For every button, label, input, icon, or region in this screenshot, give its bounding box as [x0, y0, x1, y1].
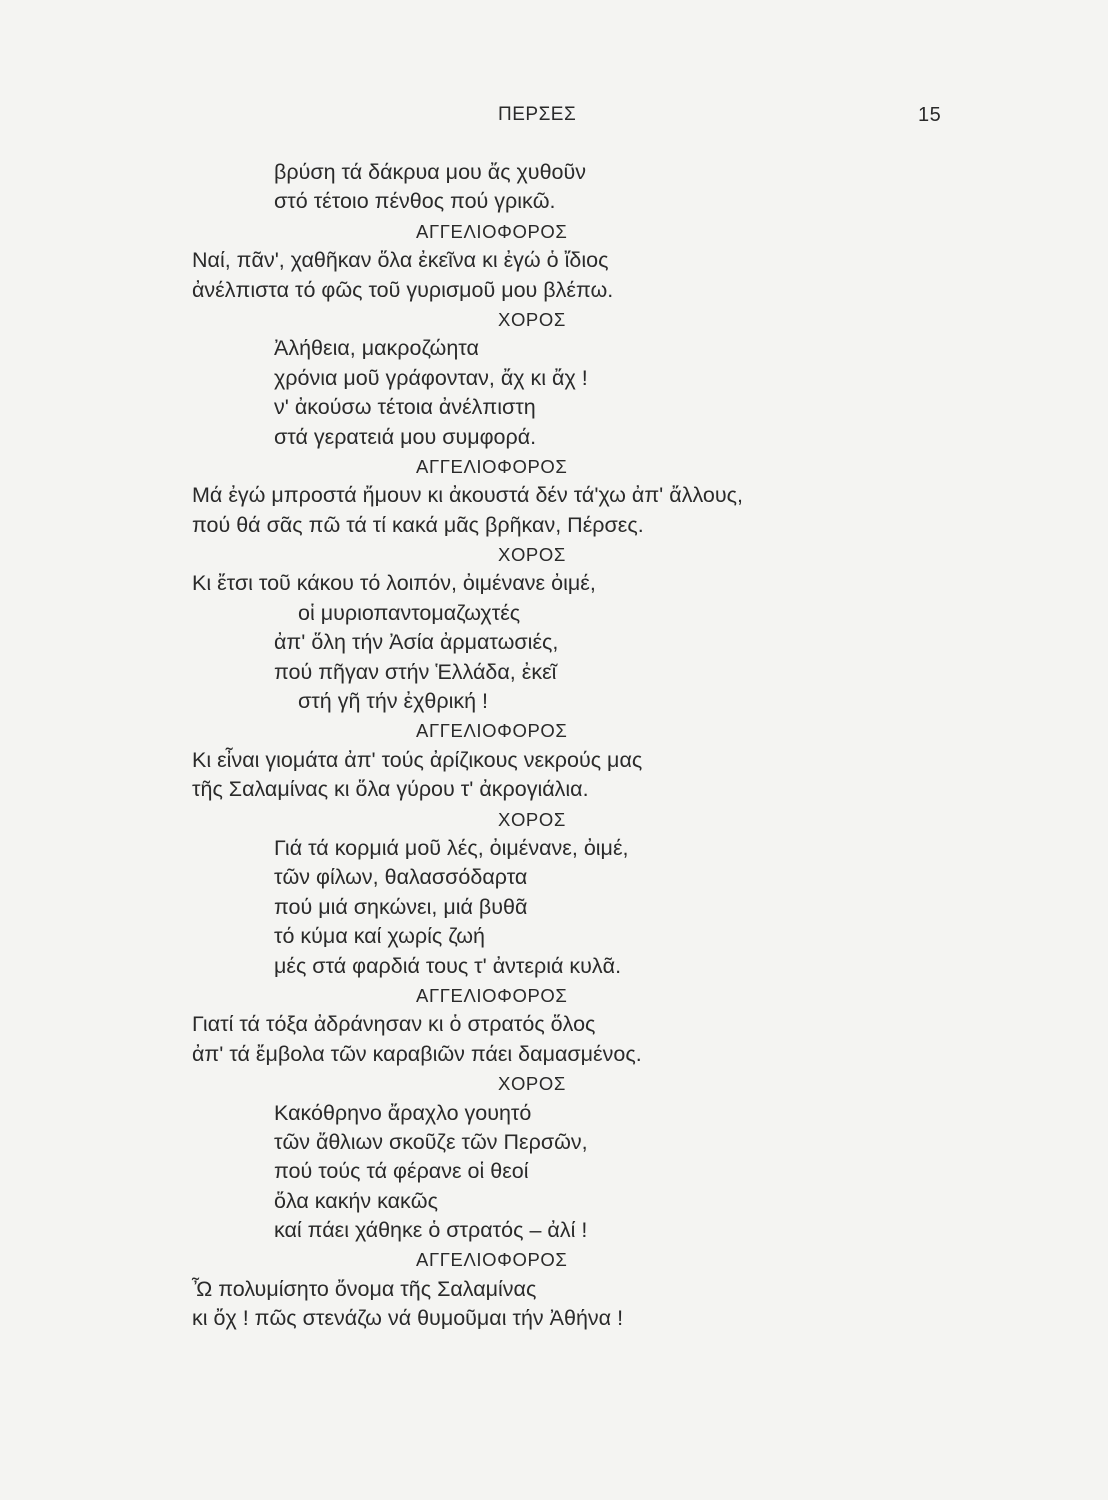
- verse-line: τῶν ἄθλιων σκοῦζε τῶν Περσῶν,: [274, 1129, 588, 1154]
- page-number: 15: [918, 104, 942, 126]
- verse-line: βρύση τά δάκρυα μου ἄς χυθοῦν: [274, 160, 586, 184]
- dialogue-text: [0, 158, 1108, 1334]
- speaker-label: ΑΓΓΕΛΙΟΦΟΡΟΣ: [416, 984, 568, 1006]
- verse-line: Ναί, πᾶν', χαθῆκαν ὅλα ἐκεῖνα κι ἐγώ ὁ ἴδιος: [192, 248, 609, 273]
- verse-line: Κι εἶναι γιομάτα ἀπ' τούς ἀρίζικους νεκρούς μας: [192, 747, 643, 772]
- verse-line: ἀνέλπιστα τό φῶς τοῦ γυρισμοῦ μου βλέπω.: [192, 277, 614, 302]
- verse-line: ν' ἀκούσω τέτοια ἀνέλπιστη: [274, 395, 536, 420]
- verse-line: καί πάει χάθηκε ὁ στρατός – ἀλί !: [274, 1218, 588, 1243]
- verse-line: οἱ μυριοπαντομαζωχτές: [298, 600, 521, 625]
- verse-line: τό κύμα καί χωρίς ζωή: [274, 924, 486, 949]
- verse-line: τῶν φίλων, θαλασσόδαρτα: [274, 865, 528, 890]
- verse-line: χρόνια μοῦ γράφονταν, ἄχ κι ἄχ !: [274, 365, 588, 390]
- speaker-label: ΧΟΡΟΣ: [498, 808, 566, 830]
- verse-line: Ὦ πολυμίσητο ὄνομα τῆς Σαλαμίνας: [192, 1276, 537, 1301]
- verse-line: πού τούς τά φέρανε οἱ θεοί: [274, 1159, 529, 1184]
- speaker-label: ΧΟΡΟΣ: [498, 544, 566, 566]
- verse-line: Γιά τά κορμιά μοῦ λές, ὀιμένανε, ὀιμέ,: [274, 835, 629, 860]
- verse-line: ἀπ' τά ἔμβολα τῶν καραβιῶν πάει δαμασμένος.: [192, 1041, 642, 1066]
- verse-line: ἀπ' ὅλη τήν Ἀσία ἀρματωσιές,: [274, 630, 559, 655]
- verse-line: τῆς Σαλαμίνας κι ὅλα γύρου τ' ἀκρογιάλια.: [192, 777, 589, 802]
- verse-line: πού μιά σηκώνει, μιά βυθᾶ: [274, 894, 528, 919]
- verse-line: μές στά φαρδιά τους τ' ἀντεριά κυλᾶ.: [274, 953, 622, 978]
- verse-line: στή γῆ τήν ἐχθρική !: [298, 689, 489, 714]
- verse-line: Μά ἐγώ μπροστά ἤμουν κι ἀκουστά δέν τά'χω ἀπ' ἄλλους,: [192, 483, 743, 508]
- verse-line: πού θά σᾶς πῶ τά τί κακά μᾶς βρῆκαν, Πέρσες.: [192, 512, 644, 537]
- verse-line: ὅλα κακήν κακῶς: [274, 1188, 438, 1213]
- running-head: [0, 100, 1108, 128]
- speaker-label: ΑΓΓΕΛΙΟΦΟΡΟΣ: [416, 220, 568, 242]
- speaker-label: ΑΓΓΕΛΙΟΦΟΡΟΣ: [416, 720, 568, 742]
- speaker-label: ΧΟΡΟΣ: [498, 1073, 566, 1095]
- verse-line: κι ὄχ ! πῶς στενάζω νά θυμοῦμαι τήν Ἀθήνα !: [192, 1306, 624, 1331]
- verse-line: Ἀλήθεια, μακροζώητα: [274, 336, 479, 361]
- running-title: ΠΕΡΣΕΣ: [498, 104, 577, 125]
- verse-line: Γιατί τά τόξα ἀδράνησαν κι ὁ στρατός ὅλος: [192, 1012, 596, 1037]
- speaker-label: ΑΓΓΕΛΙΟΦΟΡΟΣ: [416, 1249, 568, 1271]
- verse-line: πού πῆγαν στήν Ἑλλάδα, ἐκεῖ: [274, 659, 557, 684]
- verse-line: Κακόθρηνο ἄραχλο γουητό: [274, 1100, 532, 1125]
- speaker-label: ΑΓΓΕΛΙΟΦΟΡΟΣ: [416, 455, 568, 477]
- speaker-label: ΧΟΡΟΣ: [498, 308, 566, 330]
- verse-line: στό τέτοιο πένθος πού γρικῶ.: [274, 189, 556, 214]
- verse-line: στά γερατειά μου συμφορά.: [274, 424, 537, 449]
- verse-line: Κι ἔτσι τοῦ κάκου τό λοιπόν, ὀιμένανε ὀιμέ,: [192, 571, 596, 596]
